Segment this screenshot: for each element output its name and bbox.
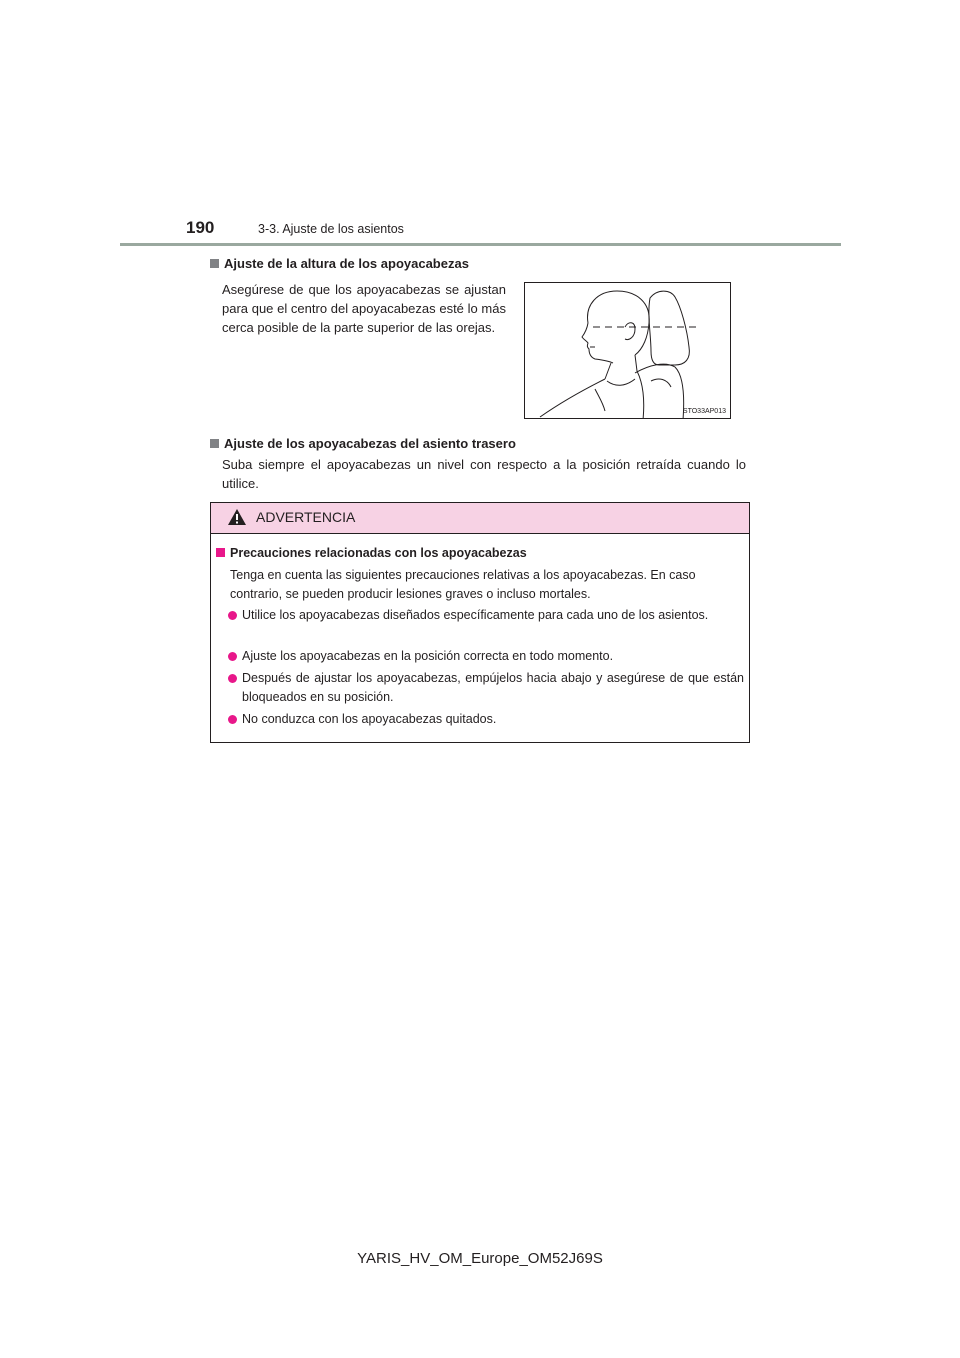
figure-code: STO33AP013 [682, 408, 726, 415]
section-text-rear: Suba siempre el apoyacabezas un nivel con respecto a la posición retraída cuando lo utilice. [222, 457, 746, 491]
bullet-dot-icon [228, 652, 237, 661]
warning-heading: Precauciones relacionadas con los apoyacabezas [216, 546, 527, 560]
bullet-dot-icon [228, 611, 237, 620]
section-heading-rear: Ajuste de los apoyacabezas del asiento trasero [210, 436, 516, 451]
list-item: Después de ajustar los apoyacabezas, empújelos hacia abajo y asegúrese de que están bloqueados en su posición. [228, 669, 744, 707]
warning-icon [227, 508, 247, 526]
bullet-dot-icon [228, 674, 237, 683]
bullet-dot-icon [228, 715, 237, 724]
list-item: Utilice los apoyacabezas diseñados específicamente para cada uno de los asientos. [228, 606, 744, 625]
page-number: 190 [186, 218, 215, 237]
section-heading-height: Ajuste de la altura de los apoyacabezas [210, 256, 469, 271]
header-rule [120, 243, 841, 246]
square-bullet-icon [216, 548, 225, 557]
list-item: Ajuste los apoyacabezas en la posición correcta en todo momento. [228, 647, 744, 666]
headrest-illustration [524, 282, 731, 419]
section-text-height: Asegúrese de que los apoyacabezas se ajustan para que el centro del apoyacabezas esté lo más cerca posible de la parte superior de las orejas. [222, 282, 506, 335]
square-bullet-icon [210, 439, 219, 448]
warning-intro: Tenga en cuenta las siguientes precauciones relativas a los apoyacabezas. En caso contrario, se pueden producir lesiones graves o incluso mortales. [230, 568, 696, 601]
person-headrest-icon [525, 283, 731, 419]
list-item: No conduzca con los apoyacabezas quitados. [228, 710, 744, 729]
section-title: 3-3. Ajuste de los asientos [258, 222, 404, 236]
square-bullet-icon [210, 259, 219, 268]
warning-header [211, 503, 749, 534]
warning-title: ADVERTENCIA [256, 509, 356, 525]
footer-document-id: YARIS_HV_OM_Europe_OM52J69S [357, 1250, 603, 1267]
warning-box [210, 502, 750, 743]
